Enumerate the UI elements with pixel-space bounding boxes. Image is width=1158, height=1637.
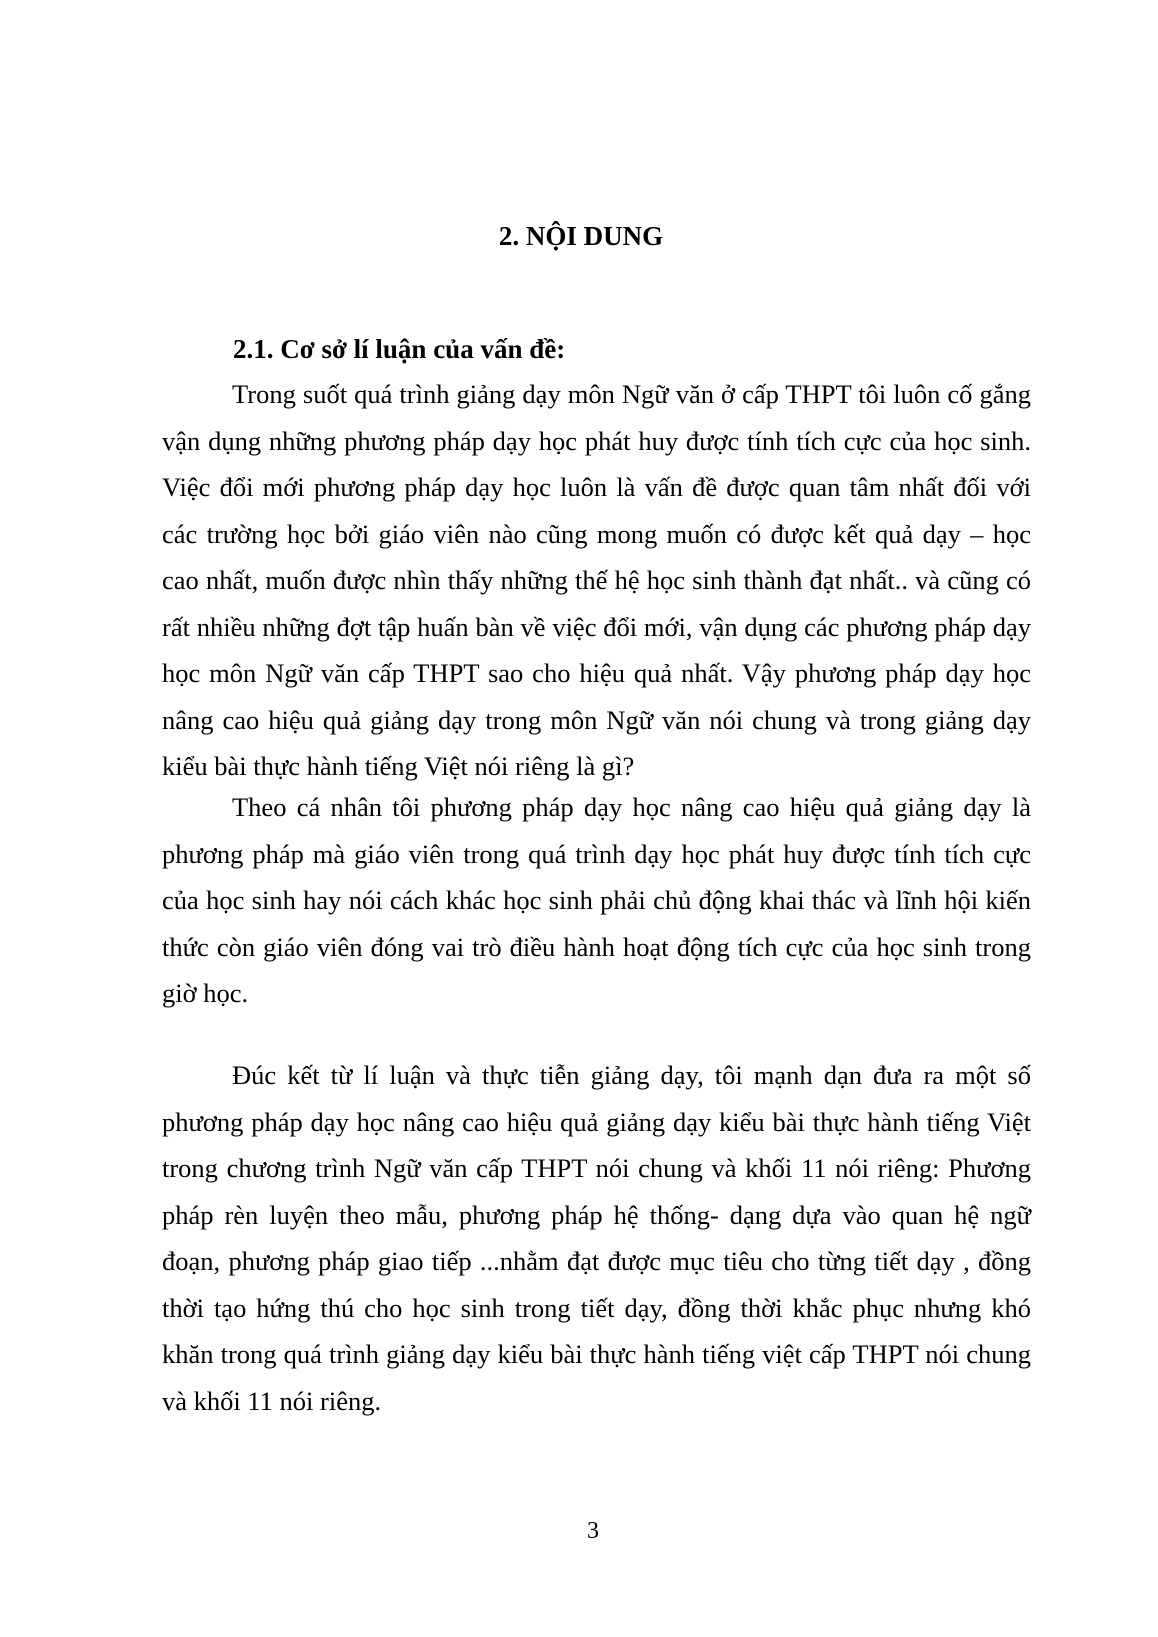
page-number: 3 — [587, 1518, 599, 1544]
section-title: 2. NỘI DUNG — [498, 221, 664, 251]
body-paragraph: Theo cá nhân tôi phương pháp dạy học nâng cao hiệu quả giảng dạy là phương pháp mà giáo viên trong quá trình dạy học phát huy được tính tích cực của học sinh hay nói cách khác học sinh phải chủ động khai thác và lĩnh hội kiến thức còn giáo viên đóng vai trò điều hành hoạt động tích cực của học sinh trong giờ học. — [162, 792, 1031, 1008]
body-paragraph: Trong suốt quá trình giảng dạy môn Ngữ văn ở cấp THPT tôi luôn cố gắng vận dụng những phương pháp dạy học phát huy được tính tích cực của học sinh. Việc đổi mới phương pháp dạy học luôn là vấn đề được quan tâm nhất đối với các trường học bởi giáo viên nào cũng mong muốn có được kết quả dạy – học cao nhất, muốn được nhìn thấy những thế hệ học sinh thành đạt nhất.. và cũng có rất nhiều những đợt tập huấn bàn về việc đổi mới, vận dụng các phương pháp dạy học môn Ngữ văn cấp THPT sao cho hiệu quả nhất. Vậy phương pháp dạy học nâng cao hiệu quả giảng dạy trong môn Ngữ văn nói chung và trong giảng dạy kiểu bài thực hành tiếng Việt nói riêng là gì? — [162, 379, 1031, 781]
subsection-title: 2.1. Cơ sở lí luận của vấn đề: — [233, 334, 566, 364]
body-paragraph: Đúc kết từ lí luận và thực tiễn giảng dạy, tôi mạnh dạn đưa ra một số phương pháp dạy học nâng cao hiệu quả giảng dạy kiểu bài thực hành tiếng Việt trong chương trình Ngữ văn cấp THPT nói chung và khối 11 nói riêng: Phương pháp rèn luyện theo mẫu, phương pháp hệ thống- dạng dựa vào quan hệ ngữ đoạn, phương pháp giao tiếp ...nhằm đạt được mục tiêu cho từng tiết dạy , đồng thời tạo hứng thú cho học sinh trong tiết dạy, đồng thời khắc phục nhưng khó khăn trong quá trình giảng dạy kiểu bài thực hành tiếng việt cấp THPT nói chung và khối 11 nói riêng. — [162, 1060, 1031, 1416]
